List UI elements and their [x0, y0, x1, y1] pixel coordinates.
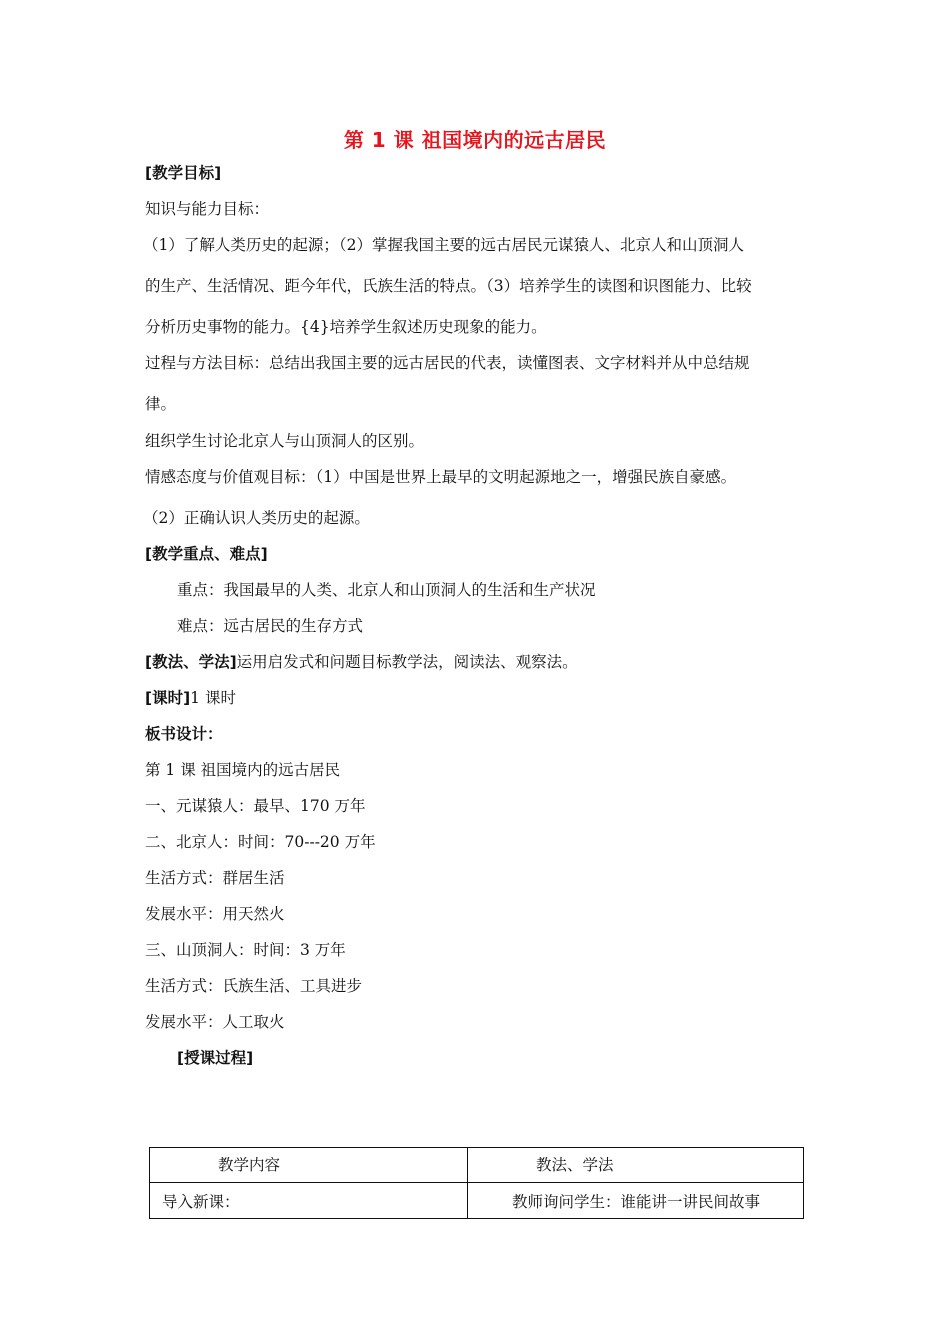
table-column-divider: [467, 1148, 468, 1218]
objectives-heading: [教学目标]: [145, 164, 222, 182]
board-line-5: 发展水平：用天然火: [145, 905, 285, 923]
key-point-text: 重点：我国最早的人类、北京人和山顶洞人的生活和生产状况: [177, 581, 596, 599]
emotion-line-2: （2）正确认识人类历史的起源。: [143, 509, 370, 527]
table-cell-teacher-question: 教师询问学生：谁能讲一讲民间故事: [512, 1193, 761, 1211]
key-points-heading: [教学重点、难点]: [145, 545, 268, 563]
hours-text: 1 课时: [190, 689, 236, 707]
board-line-8: 发展水平：人工取火: [145, 1013, 285, 1031]
board-line-7: 生活方式：氏族生活、工具进步: [145, 977, 363, 995]
board-heading: 板书设计：: [145, 725, 223, 743]
method-heading: [教法、学法]: [145, 653, 237, 671]
board-line-1: 第 1 课 祖国境内的远古居民: [145, 761, 341, 779]
method-text: 运用启发式和问题目标教学法，阅读法、观察法。: [236, 653, 578, 671]
table-cell-intro: 导入新课：: [162, 1193, 240, 1211]
page-title: 第 1 课 祖国境内的远古居民: [343, 128, 607, 152]
process-line-1: 过程与方法目标：总结出我国主要的远古居民的代表，读懂图表、文字材料并从中总结规: [145, 354, 750, 372]
board-line-4: 生活方式：群居生活: [145, 869, 285, 887]
board-line-3: 二、北京人：时间：70---20 万年: [145, 833, 376, 851]
emotion-line-1: 情感态度与价值观目标：（1）中国是世界上最早的文明起源地之一，增强民族自豪感。: [145, 468, 737, 486]
difficult-point-text: 难点：远古居民的生存方式: [177, 617, 364, 635]
table-header-method: 教法、学法: [536, 1156, 614, 1174]
knowledge-label: 知识与能力目标：: [145, 200, 270, 218]
knowledge-line-1: （1）了解人类历史的起源；（2）掌握我国主要的远古居民元谋猿人、北京人和山顶洞人: [143, 236, 744, 254]
process-line-3: 组织学生讨论北京人与山顶洞人的区别。: [145, 432, 425, 450]
knowledge-line-2: 的生产、生活情况、距今年代，氏族生活的特点。（3）培养学生的读图和识图能力、比较: [145, 277, 752, 295]
hours-heading: [课时]: [145, 689, 191, 707]
lesson-process-table: [149, 1147, 804, 1219]
board-line-2: 一、元谋猿人：最早、170 万年: [145, 797, 366, 815]
method-line: [145, 652, 578, 672]
table-row-divider: [150, 1182, 803, 1183]
table-header-content: 教学内容: [218, 1156, 281, 1174]
process-line-2: 律。: [145, 395, 177, 413]
board-line-6: 三、山顶洞人：时间：3 万年: [145, 941, 346, 959]
knowledge-line-3: 分析历史事物的能力。{4}培养学生叙述历史现象的能力。: [145, 318, 547, 336]
hours-line: [145, 688, 236, 708]
process-heading: [授课过程]: [177, 1049, 254, 1067]
